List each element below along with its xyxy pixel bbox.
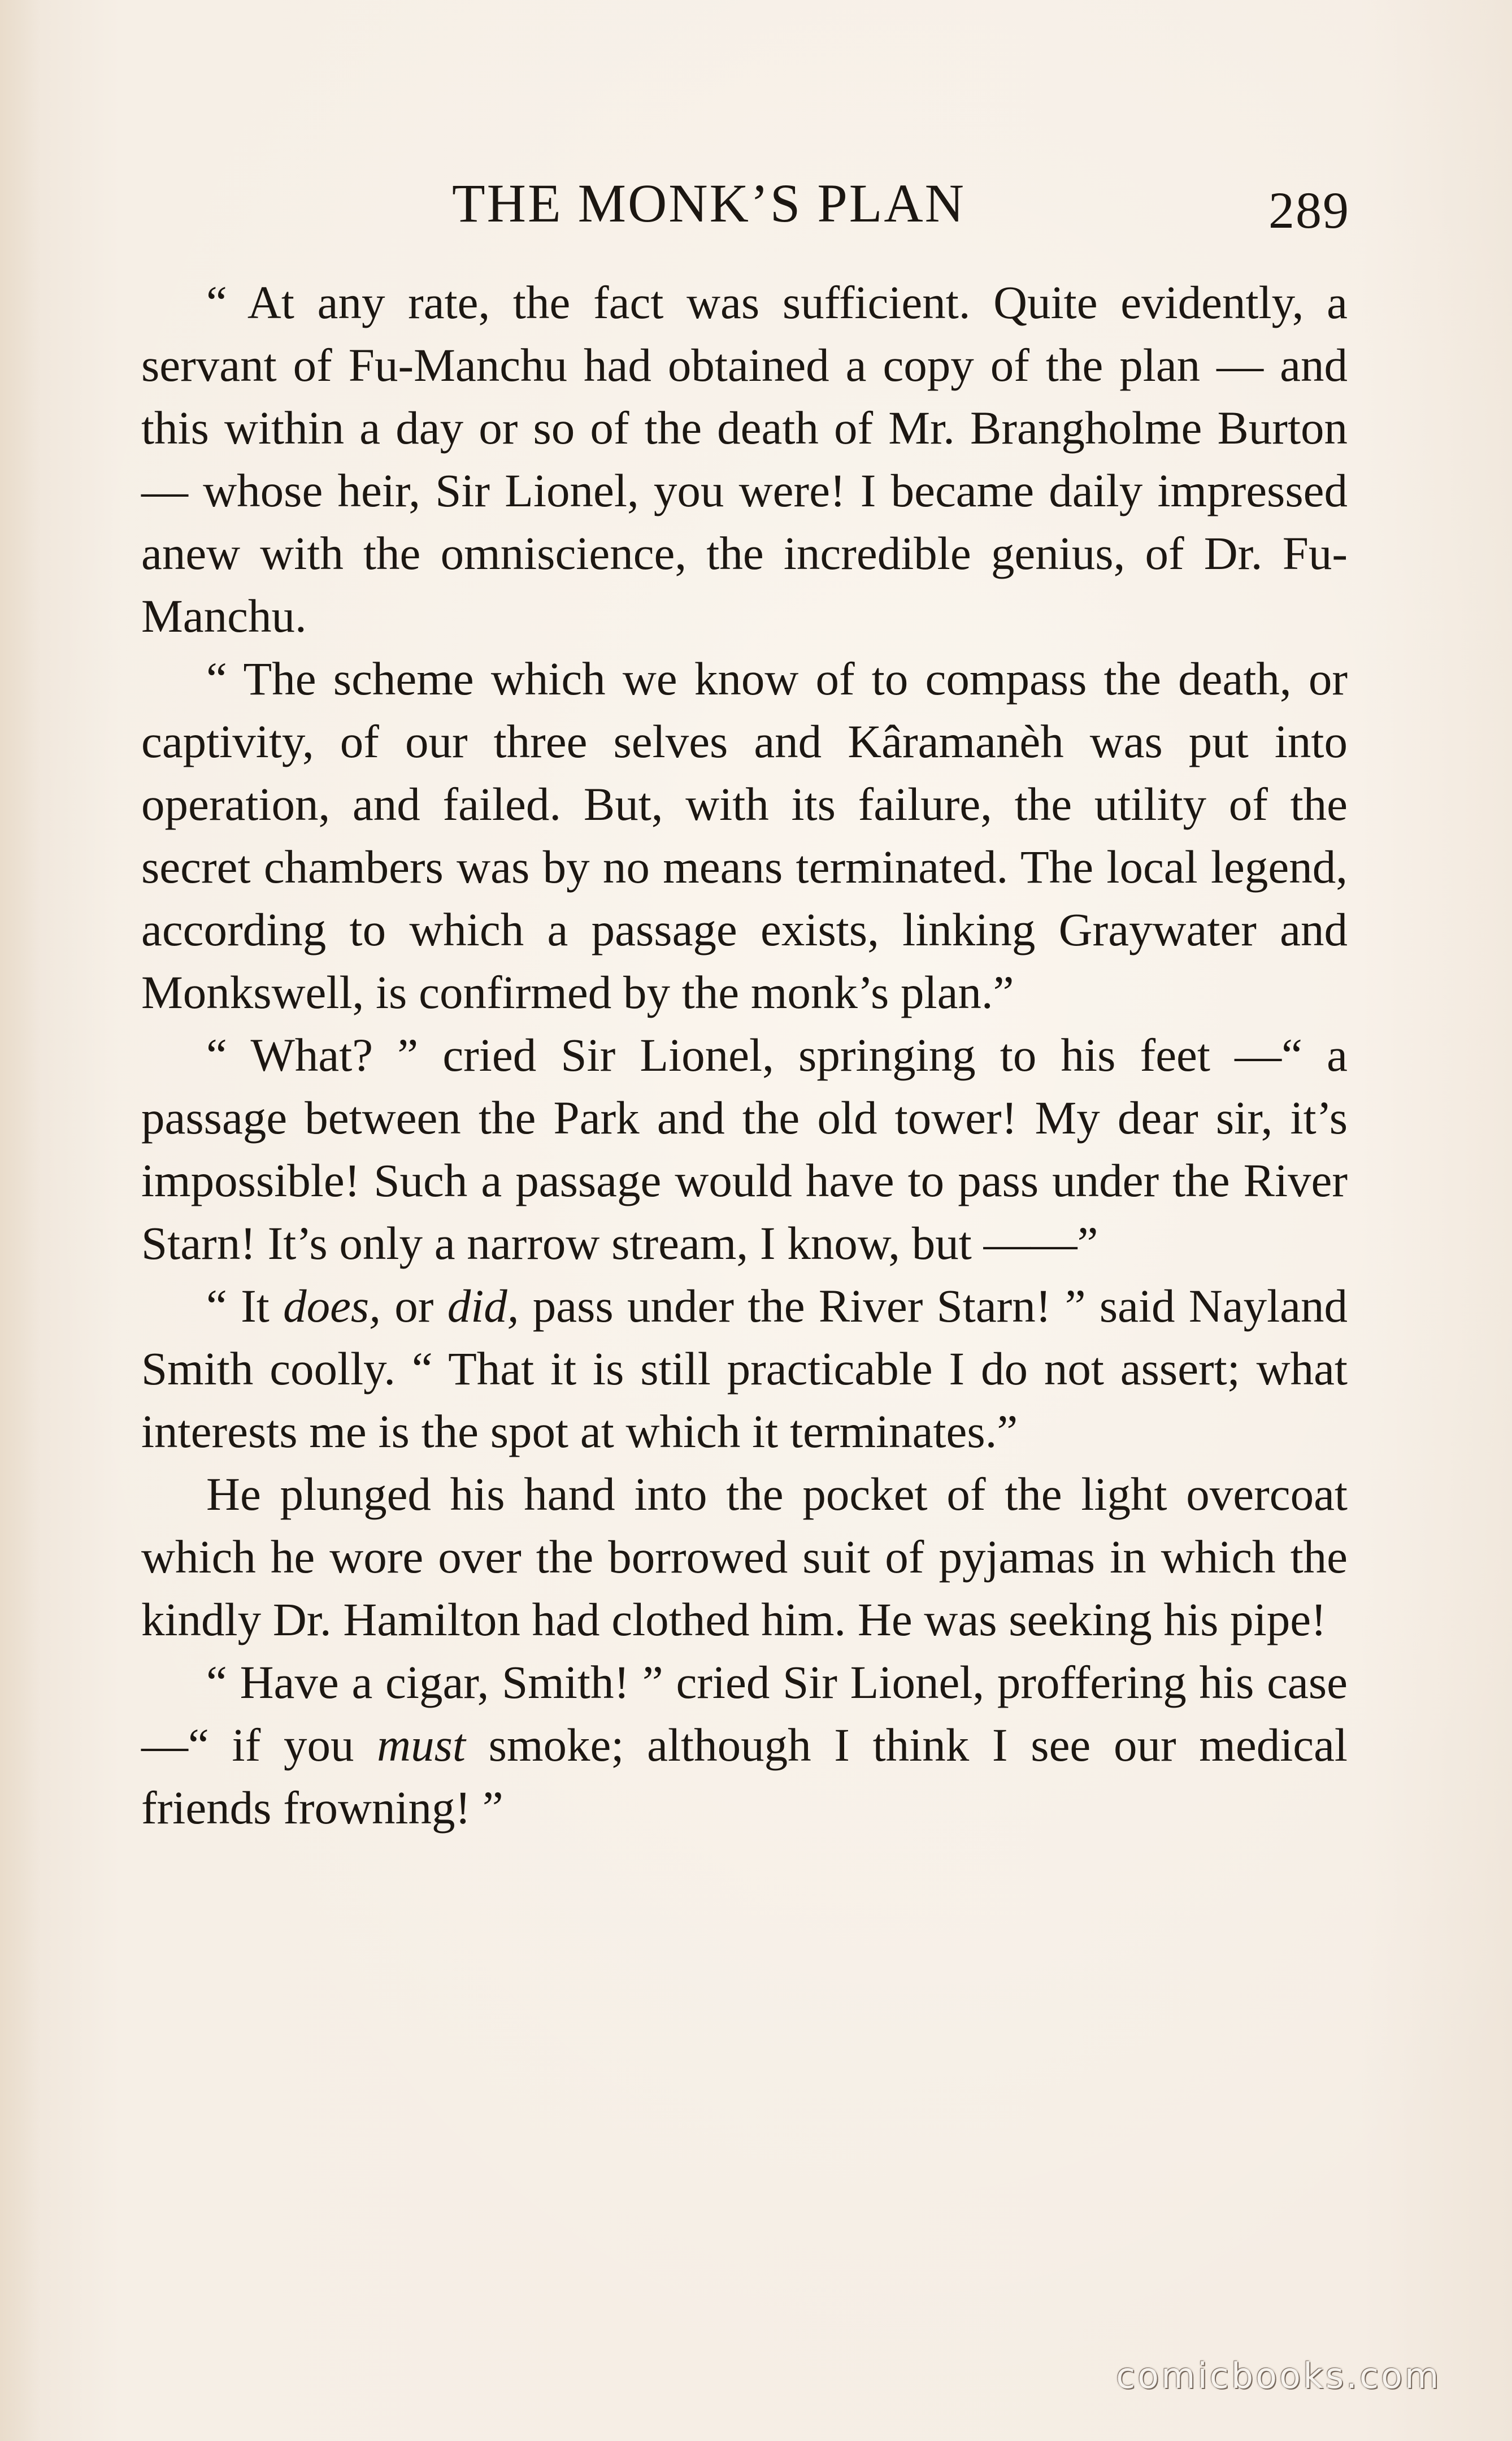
paragraph-1: “ At any rate, the fact was sufficient. Quite evidently, a servant of Fu-Manchu had obtained a copy of the plan — and this within a day or so of the death of Mr. Brangholme Burton — whose heir, Sir Lionel, you were! I became daily impressed anew with the omniscience, the incredible genius, of Dr. Fu-Manchu. [141,276,1348,642]
italic-must: must [377,1719,466,1771]
page-number: 289 [1268,181,1350,239]
paragraph-6 [141,1651,1348,1839]
running-head: THE MONK’S PLAN [452,173,966,233]
italic-did: did, [447,1280,519,1332]
paragraph-2: “ The scheme which we know of to compass the death, or captivity, of our three selves and Kâramanèh was put into operation, and failed. But, with its failure, the utility of the secret chambers was by no means terminated. The local legend, according to which a passage exists, linking Graywater and Monkswell, is confirmed by the monk’s plan.” [141,653,1348,1018]
paragraph-5: He plunged his hand into the pocket of the light overcoat which he wore over the borrowed suit of pyjamas in which the kindly Dr. Hamilton had clothed him. He was seeking his pipe! [141,1468,1348,1645]
body-text [141,271,1348,1839]
paragraph-6-text: “ Have a cigar, Smith! ” cried Sir Lionel, proffering his case —“ if you [141,1656,1348,1771]
watermark: comicbooks.com [1116,2355,1441,2396]
paragraph-4-text: pass under the River Starn! ” said Nayland Smith coolly. “ That it is still practicable I do not assert; what interests me is the spot at which it terminates.” [141,1280,1348,1457]
italic-does: does, [283,1280,381,1332]
page-gutter-shadow [0,0,40,2441]
paragraph-3: “ What? ” cried Sir Lionel, springing to his feet —“ a passage between the Park and the old tower! My dear sir, it’s impossible! Such a passage would have to pass under the River Starn! It’s only a narrow stream, I know, but ——” [141,1029,1348,1269]
paragraph-4-text: or [380,1280,447,1332]
paragraph-4 [141,1275,1348,1463]
page-header [0,167,1512,240]
paragraph-6-text: smoke; although I think I see our medical friends frowning! ” [141,1719,1348,1834]
paragraph-4-text: “ It [206,1280,284,1332]
